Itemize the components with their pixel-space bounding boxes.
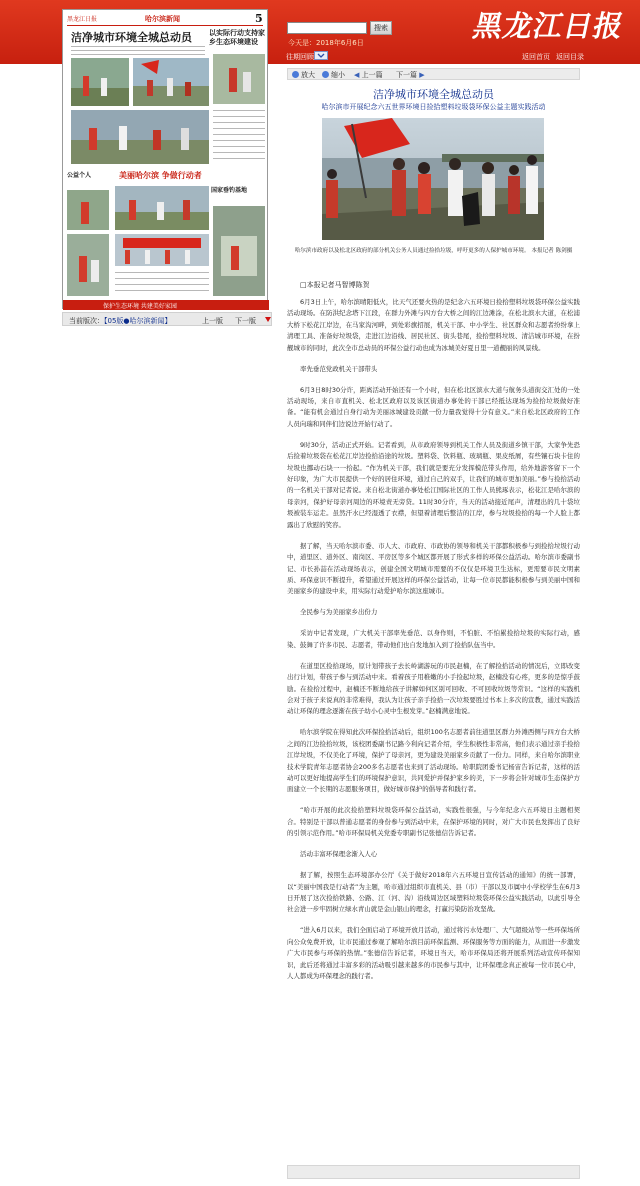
text-line xyxy=(71,50,205,51)
next-page-link[interactable]: 下一版 xyxy=(235,317,256,325)
text-line xyxy=(213,110,265,111)
text-line xyxy=(213,140,265,141)
article-paragraph: “进入6月以来，我们全面启动了环境开放月活动，通过将污水处理厂、大气超级站等一些环保场所向公众免费开放，让市民通过参观了解哈尔滨目前环保监测、环保服务等方面的能力，从而进一步激发广大市民参与环保的热情。”张德信告诉记者，环境日当天，哈市环保局还将开展系列活动宣传环保知识，此后还将通过丰富多彩的活动吸引越来越多的市民参与其中，让环保理念真正被每一位市民心中，人人都成为环保理念的践行者。 xyxy=(287,926,580,981)
article-paragraph: 在道里区捡拾现场，原计划带孩子去长岭湖游玩的市民赵楠，在了解捡拾活动的情况后，立即改变出行计划，带孩子参与到活动中来。看着孩子用稚嫩的小手捡起垃圾，赵楠没有心疼，更多的是惊乎鼓励。在捡拾过程中，赵楠还不断地给孩子讲解如何区别可回收、不可回收垃圾等常识。“这样的实践机会对于孩子来说真的非常难得，我认为让孩子亲手捡拾一次垃圾要胜过书本上多次的宣教，通过实践活动让环保的理念逐渐在孩子幼小心灵中生根发芽。”赵楠满意地说。 xyxy=(287,661,580,716)
prev-page-link[interactable]: 上一版 xyxy=(202,317,223,325)
text-line xyxy=(213,128,265,129)
next-article-button[interactable] xyxy=(396,70,425,80)
article-paragraph: 6月3日上午，哈尔滨晴阳低火，比天气还要火热的是纪念六五环境日捡拾塑料垃圾袋环保公益实践活动现场。在防洪纪念塔下江段，在群力外滩与四方台大桥之间的江边滩涂，在松北滨水大道，在松浦大桥下松花江岸边，在马家沟河畔，到处彩旗招展，机关干部、中小学生、社区群众和志愿者纷纷拿上清理工具、准备好垃圾袋，走进江边沿线、居民社区、街头巷尾，捡拾塑料垃圾、清洁城市环境，在扮靓城市的同时，此次全市总动员的环保公益行动也成为冰城美好夏日里一道靓丽的风景线。 xyxy=(287,298,580,352)
text-line xyxy=(213,152,265,153)
back-directory-link[interactable]: 返回目录 xyxy=(556,53,584,61)
text-line xyxy=(115,284,209,285)
thumbnail-logo: 黑龙江日报 xyxy=(67,16,98,23)
article-paragraph: 据了解，按照生态环境部办公厅《关于做好2018年六五环境日宣传活动的通知》的统一部署，以“美丽中国我是行动者”为主题，哈市通过组织市直机关、县（市）干部以及市属中小学校学生在6月3日开展了这次捡拾铁路、公路、江（河、沟）沿线周边区域塑料垃圾袋环保公益实践活动，以此引导全社会进一步牢固树立绿水青山就是金山银山的理念，打赢污染防治攻坚战。 xyxy=(287,871,580,914)
next-article-label: 下一篇 xyxy=(396,71,417,79)
thumbnail-photo[interactable] xyxy=(115,234,209,266)
thumbnail-masthead xyxy=(67,12,263,26)
thumbnail-side-headline[interactable]: 以实际行动支持家乡生态环境建设 xyxy=(209,29,265,46)
bottom-toolbar xyxy=(287,1165,580,1179)
current-version-label: 当前版次： xyxy=(69,317,104,325)
article-toolbar xyxy=(287,68,580,80)
newspaper-page-thumbnail[interactable] xyxy=(62,9,268,309)
thumbnail-photo[interactable] xyxy=(67,190,109,230)
text-line xyxy=(71,54,205,55)
zoom-in-icon xyxy=(292,71,299,78)
search-input[interactable] xyxy=(287,22,367,34)
thumbnail-photo[interactable] xyxy=(71,58,129,106)
thumbnail-photo[interactable] xyxy=(115,186,209,230)
zoom-out-button[interactable] xyxy=(322,70,345,80)
article-byline: □本报记者马智博陈贺 xyxy=(300,281,370,289)
thumbnail-photo[interactable] xyxy=(71,110,209,164)
article-title: 洁净城市环境全城总动员 xyxy=(373,88,494,101)
text-line xyxy=(115,272,209,273)
text-line xyxy=(213,116,265,117)
text-line xyxy=(115,290,209,291)
text-line xyxy=(213,122,265,123)
zoom-out-label: 缩小 xyxy=(331,71,345,79)
issue-dropdown[interactable] xyxy=(314,51,328,60)
article-photo xyxy=(322,118,544,240)
article-paragraph: 据了解，当天哈尔滨市委、市人大、市政府、市政协的领导和机关干部都积极参与到捡拾垃圾行动中，道里区、道外区、南岗区、平房区等多个城区都开展了形式多样的环保公益活动。哈尔滨市委副书记、市长孙喆在活动现场表示，创建全国文明城市需要的不仅仅是环境卫生达标，更需要市民文明素质、环保意识不断提升，希望通过开展这样的环保公益活动，让每一位市民都能积极参与到美丽中国和美丽家乡的建设中来，用实际行动爱护哈尔滨这座城市。 xyxy=(287,541,580,596)
newspaper-logo: 黑龙江日报 xyxy=(469,9,628,43)
article-paragraph: 哈尔滨学院在得知此次环保捡拾活动后，组织100名志愿者前往道里区群力外滩西侧与四方台大桥之间的江边捡拾垃圾，该校团委副书记路今利向记者介绍，学生积极性非常高，他们表示通过亲手捡拾江岸垃圾，不仅美化了环境，保护了母亲河，更为建设美丽家乡贡献了一份力。同样，来自哈尔滨职业技术学院青年志愿者协会200多名志愿者也来到了活动现场。哈职院团委书记杨宙告诉记者，这样的活动可以更好地提高学生们的环境保护意识，共同爱护并保护家乡的美，下一步将会针对城市生态保护方面建立一个长期的志愿服务项目，做好城市保护的倡导者和践行者。 xyxy=(287,728,580,794)
article-subheading: 活动丰富环保理念渐入人心 xyxy=(300,850,378,859)
left-arrow-icon: ◀ xyxy=(354,71,362,79)
article-paragraph: “哈市开展的此次捡拾塑料垃圾袋环保公益活动，实践性很强，与今年纪念六五环境日主题相契合。特别是干部以普通志愿者的身份参与到活动中来，在保护环境的同时，对广大市民也发挥出了良好的引领示范作用。”哈市环保局机关党委专职副书记张德信告诉记者。 xyxy=(287,806,580,838)
prev-issue-link[interactable]: 往期回顾 xyxy=(286,53,314,61)
thumbnail-photo[interactable] xyxy=(133,58,209,106)
date-text: 今天是：2018年6月6日 xyxy=(288,39,364,47)
thumbnail-photo[interactable] xyxy=(67,234,109,296)
article-subtitle: 哈尔滨市开展纪念六五世界环境日捡拾塑料垃圾袋环保公益主题实践活动 xyxy=(321,103,546,111)
thumbnail-side-headline-3[interactable]: 公益个人 xyxy=(67,172,92,179)
version-dropdown-icon[interactable] xyxy=(265,317,271,322)
text-line xyxy=(213,146,265,147)
article-subheading: 率先垂范党政机关干部带头 xyxy=(300,364,378,373)
thumbnail-sub-headline[interactable]: 美丽哈尔滨 争做行动者 xyxy=(119,170,202,180)
back-home-link[interactable]: 返回首页 xyxy=(522,53,550,61)
article-body xyxy=(287,297,580,992)
prev-article-button[interactable] xyxy=(354,70,383,80)
thumbnail-side-headline-2[interactable]: 国家垂钓基地 xyxy=(211,187,248,194)
text-line xyxy=(71,46,205,47)
thumbnail-footer-text: 保护生态环境 共建美好家园 xyxy=(103,303,177,310)
current-version xyxy=(69,316,172,326)
thumbnail-footer-banner xyxy=(63,300,269,310)
text-line xyxy=(213,134,265,135)
article-subheading: 全民参与为美丽家乡出份力 xyxy=(300,608,378,617)
text-line xyxy=(115,278,209,279)
zoom-out-icon xyxy=(322,71,329,78)
text-line xyxy=(213,158,265,159)
thumbnail-headline[interactable]: 洁净城市环境全城总动员 xyxy=(71,31,192,44)
zoom-in-button[interactable] xyxy=(292,70,315,80)
thumbnail-section: 哈尔滨新闻 xyxy=(145,15,180,23)
thumbnail-page-number: 5 xyxy=(255,12,263,25)
article-paragraph: 6月3日8时30分许，距离活动开始还有一个小时，但在松北区滨水大道与航务头道街交汇处的一处活动现场，来自市直机关、松北区政府以及该区街道办事处的干部已经抵达现场为捡拾垃圾做好准备。“能有机会通过自身行动为美丽冰城建设贡献一份力量我觉得十分有意义。”来自松北区政府的工作人员向瑞和同伴们边说边开始行动了。 xyxy=(287,385,580,428)
right-arrow-icon: ▶ xyxy=(417,71,425,79)
article-paragraph: 采访中记者发现，广大机关干部率先垂范、以身作则，不怕脏、不怕累捡拾垃圾的实际行动，感染、鼓舞了许多市民、志愿者，带动他们也自发地加入到了捡拾队伍当中。 xyxy=(287,629,580,649)
prev-article-label: 上一篇 xyxy=(361,71,383,79)
version-link[interactable]: 【05版●哈尔滨新闻】 xyxy=(104,317,172,325)
thumbnail-photo[interactable] xyxy=(213,54,265,104)
page-navigation xyxy=(62,312,272,326)
search-button[interactable]: 搜索 xyxy=(370,21,392,35)
thumbnail-photo[interactable] xyxy=(213,206,265,296)
chevron-down-icon xyxy=(315,52,327,59)
nav-bar xyxy=(286,50,596,64)
article-paragraph: 9时30分，活动正式开始。记者看到，从市政府领导到机关工作人员及街道乡镇干部，大家争先恐后捡着垃圾袋在松花江岸边捡拾沿途的垃圾。塑料袋、饮料瓶、玻璃瓶、果皮纸屑，有些镶石块卡住的垃圾也挪动石块一一拾起。“作为机关干部，我们就是要充分发挥模范带头作用，给外地游客留下一个好印象，为广大市民提供一个好的居住环境，通过自己的双手，让我们的城市更加美丽。”参与捡拾活动的一名机关干部对记者说。来自松北街道办事处松江国际社区的工作人员熊琢表示，松花江是哈尔滨的母亲河，保护好母亲河周边的环境责无旁贷。11时30分许，当天的活动接近尾声，清理出的几十袋垃圾被装车运走。虽然汗水已经湿透了衣襟，但望着清理后整洁的江岸，参与垃圾捡拾的每一个人脸上都露出了欣慰的笑容。 xyxy=(287,440,580,529)
photo-caption: 哈尔滨市政府以及松北区政府的部分机关公务人员通过捡拾垃圾，呼吁更多的人保护城市环境。 本报记者 陈剑摄 xyxy=(294,248,573,254)
zoom-in-label: 放大 xyxy=(301,71,315,79)
